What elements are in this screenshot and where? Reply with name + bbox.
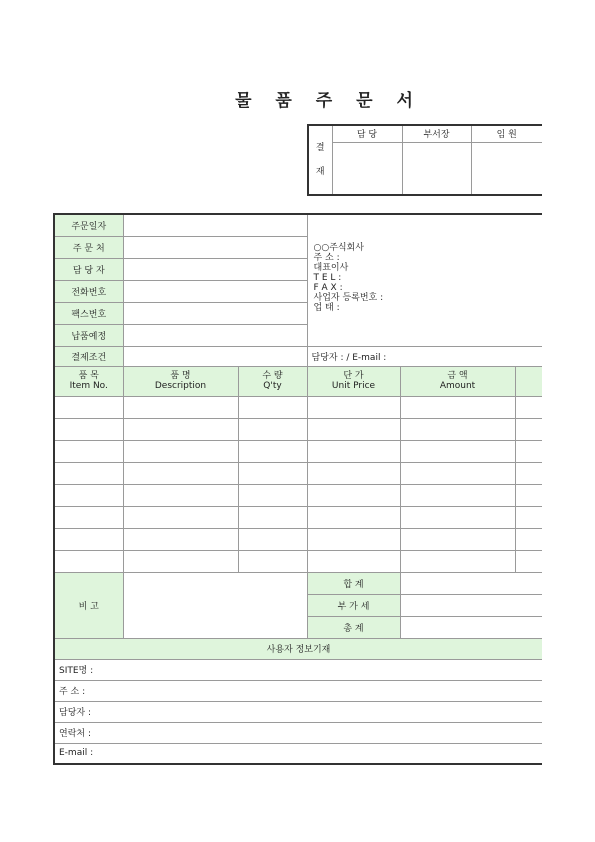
item-cell[interactable] bbox=[123, 440, 238, 462]
col-item-no-en: Item No. bbox=[69, 381, 108, 391]
item-cell[interactable] bbox=[307, 528, 400, 550]
field-phone[interactable] bbox=[123, 280, 307, 302]
item-cell[interactable] bbox=[123, 396, 238, 418]
item-cell[interactable] bbox=[400, 396, 515, 418]
item-cell[interactable] bbox=[123, 418, 238, 440]
document-title: 물 품 주 문 서 bbox=[235, 91, 422, 111]
field-vat[interactable] bbox=[400, 594, 542, 616]
item-cell[interactable] bbox=[400, 528, 515, 550]
item-cell[interactable] bbox=[238, 440, 307, 462]
user-info-contact-person[interactable]: 담당자 : bbox=[54, 701, 542, 722]
label-vat: 부 가 세 bbox=[307, 594, 400, 616]
item-cell[interactable] bbox=[54, 484, 123, 506]
field-total[interactable] bbox=[400, 616, 542, 638]
approval-sign-executive[interactable] bbox=[471, 142, 542, 195]
label-payment-terms: 결제조건 bbox=[54, 346, 123, 366]
item-cell[interactable] bbox=[238, 506, 307, 528]
item-cell[interactable] bbox=[307, 484, 400, 506]
col-amount-en: Amount bbox=[439, 381, 476, 391]
item-row bbox=[54, 506, 542, 528]
col-unit-price-en: Unit Price bbox=[331, 381, 376, 391]
approval-sign-manager[interactable] bbox=[402, 142, 471, 195]
item-cell[interactable] bbox=[54, 396, 123, 418]
item-cell[interactable] bbox=[400, 484, 515, 506]
supplier-address: 주 소 : bbox=[313, 253, 340, 263]
item-cell[interactable] bbox=[54, 550, 123, 572]
col-amount-ko: 금 액 bbox=[447, 371, 468, 381]
approval-side-label-2: 재 bbox=[315, 167, 325, 177]
field-subtotal[interactable] bbox=[400, 572, 542, 594]
label-remarks: 비 고 bbox=[54, 572, 123, 638]
label-customer: 주 문 처 bbox=[54, 236, 123, 258]
col-item-no bbox=[54, 366, 123, 396]
supplier-name: ○○주식회사 bbox=[313, 243, 364, 253]
label-contact-person: 담 당 자 bbox=[54, 258, 123, 280]
supplier-biz-type: 업 태 : bbox=[313, 303, 340, 313]
user-info-email[interactable]: E-mail : bbox=[54, 743, 542, 764]
approval-sign-staff[interactable] bbox=[332, 142, 402, 195]
item-cell[interactable] bbox=[400, 462, 515, 484]
item-row bbox=[54, 550, 542, 572]
item-cell[interactable] bbox=[515, 506, 542, 528]
item-cell[interactable] bbox=[238, 528, 307, 550]
item-cell[interactable] bbox=[123, 506, 238, 528]
item-cell[interactable] bbox=[515, 440, 542, 462]
item-cell[interactable] bbox=[238, 484, 307, 506]
item-cell[interactable] bbox=[123, 550, 238, 572]
approval-box bbox=[307, 124, 542, 196]
col-extra bbox=[515, 366, 542, 396]
item-cell[interactable] bbox=[515, 528, 542, 550]
field-delivery-date[interactable] bbox=[123, 324, 307, 346]
order-form bbox=[53, 213, 542, 765]
item-cell[interactable] bbox=[123, 462, 238, 484]
supplier-contact-line: 담당자 : / E-mail : bbox=[307, 346, 542, 366]
item-cell[interactable] bbox=[307, 550, 400, 572]
item-cell[interactable] bbox=[515, 550, 542, 572]
item-cell[interactable] bbox=[515, 462, 542, 484]
user-info-header: 사용자 정보기재 bbox=[54, 638, 542, 659]
item-row bbox=[54, 440, 542, 462]
item-row bbox=[54, 418, 542, 440]
item-cell[interactable] bbox=[400, 506, 515, 528]
field-payment-terms[interactable] bbox=[123, 346, 307, 366]
approval-side-label-1: 결 bbox=[315, 143, 325, 153]
supplier-biz-number: 사업자 등록번호 : bbox=[313, 293, 384, 303]
item-cell[interactable] bbox=[400, 550, 515, 572]
item-cell[interactable] bbox=[400, 418, 515, 440]
label-delivery-date: 납품예정 bbox=[54, 324, 123, 346]
item-cell[interactable] bbox=[123, 528, 238, 550]
label-order-date: 주문일자 bbox=[54, 214, 123, 236]
supplier-info bbox=[307, 214, 542, 346]
item-row bbox=[54, 528, 542, 550]
field-customer[interactable] bbox=[123, 236, 307, 258]
supplier-tel: T E L : bbox=[313, 273, 342, 283]
user-info-address[interactable]: 주 소 : bbox=[54, 680, 542, 701]
col-unit-price-ko: 단 가 bbox=[343, 371, 364, 381]
item-cell[interactable] bbox=[307, 396, 400, 418]
item-cell[interactable] bbox=[515, 396, 542, 418]
supplier-ceo: 대표이사 bbox=[313, 263, 349, 273]
item-cell[interactable] bbox=[54, 418, 123, 440]
item-cell[interactable] bbox=[54, 462, 123, 484]
label-subtotal: 합 계 bbox=[307, 572, 400, 594]
approval-col-staff: 담 당 bbox=[332, 125, 402, 142]
supplier-fax: F A X : bbox=[313, 283, 343, 293]
approval-side-label bbox=[308, 125, 332, 195]
col-description-ko: 품 명 bbox=[170, 371, 191, 381]
item-cell[interactable] bbox=[307, 418, 400, 440]
col-item-no-ko: 품 목 bbox=[78, 371, 99, 381]
field-contact-person[interactable] bbox=[123, 258, 307, 280]
item-row bbox=[54, 484, 542, 506]
user-info-phone[interactable]: 연락처 : bbox=[54, 722, 542, 743]
item-cell[interactable] bbox=[54, 528, 123, 550]
col-amount bbox=[400, 366, 515, 396]
item-cell[interactable] bbox=[54, 506, 123, 528]
col-quantity-ko: 수 량 bbox=[262, 371, 283, 381]
item-row bbox=[54, 462, 542, 484]
item-cell[interactable] bbox=[238, 418, 307, 440]
col-quantity bbox=[238, 366, 307, 396]
item-cell[interactable] bbox=[400, 440, 515, 462]
label-phone: 전화번호 bbox=[54, 280, 123, 302]
label-total: 총 계 bbox=[307, 616, 400, 638]
item-cell[interactable] bbox=[238, 396, 307, 418]
item-cell[interactable] bbox=[515, 484, 542, 506]
col-description-en: Description bbox=[154, 381, 207, 391]
item-cell[interactable] bbox=[238, 550, 307, 572]
user-info-site[interactable]: SITE명 : bbox=[54, 659, 542, 680]
col-quantity-en: Q'ty bbox=[263, 381, 282, 391]
field-remarks[interactable] bbox=[123, 572, 307, 638]
col-unit-price bbox=[307, 366, 400, 396]
approval-col-executive: 임 원 bbox=[471, 125, 542, 142]
field-fax[interactable] bbox=[123, 302, 307, 324]
col-description bbox=[123, 366, 238, 396]
item-row bbox=[54, 396, 542, 418]
field-order-date[interactable] bbox=[123, 214, 307, 236]
approval-col-manager: 부서장 bbox=[402, 125, 471, 142]
item-cell[interactable] bbox=[307, 440, 400, 462]
item-cell[interactable] bbox=[307, 462, 400, 484]
item-cell[interactable] bbox=[307, 506, 400, 528]
item-cell[interactable] bbox=[238, 462, 307, 484]
item-cell[interactable] bbox=[54, 440, 123, 462]
item-cell[interactable] bbox=[123, 484, 238, 506]
item-cell[interactable] bbox=[515, 418, 542, 440]
label-fax: 팩스번호 bbox=[54, 302, 123, 324]
